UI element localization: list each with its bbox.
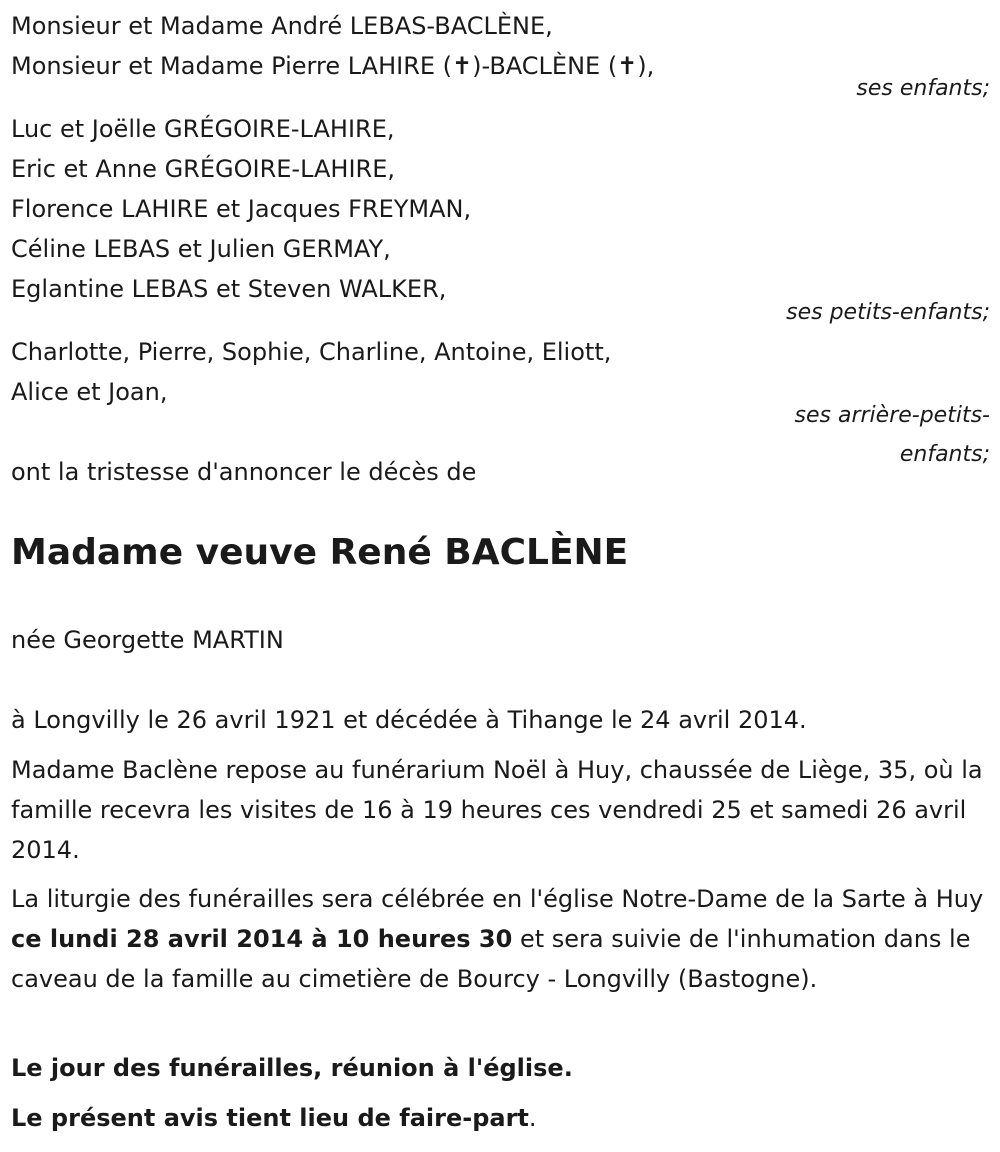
liturgy-date: ce lundi 28 avril 2014 à 10 heures 30 [11, 925, 513, 953]
great-grandchildren-role-1: ses arrière-petits- [794, 403, 990, 428]
deceased-name: Madame veuve René BACLÈNE [11, 532, 629, 573]
great-grandchildren-line-2: Alice et Joan, [11, 378, 168, 406]
grandchildren-role: ses petits-enfants; [786, 300, 990, 325]
notice-end: . [528, 1104, 537, 1132]
grandchildren-line-5: Eglantine LEBAS et Steven WALKER, [11, 275, 447, 303]
viewing-text: Madame Baclène repose au funérarium Noël à Huy, chaussée de Liège, 35, où la famille recevra les visites de 16 à 19 heures ces vendredi 25 et samedi 26 avril 2014. [11, 756, 983, 864]
liturgy-text-2: et sera suivie de l'inhumation dans le caveau de la famille au cimetière de Bourcy - Longvilly (Bastogne). [11, 925, 971, 993]
announcement-text: ont la tristesse d'annoncer le décès de [11, 458, 477, 486]
liturgy-text-1: La liturgie des funérailles sera célébrée en l'église Notre-Dame de la Sarte à Huy [11, 885, 984, 913]
grandchildren-line-4: Céline LEBAS et Julien GERMAY, [11, 235, 391, 263]
birth-name: née Georgette MARTIN [11, 626, 284, 654]
birth-death-text: à Longvilly le 26 avril 1921 et décédée à Tihange le 24 avril 2014. [11, 706, 807, 734]
liturgy-paragraph [11, 879, 986, 999]
great-grandchildren-role-2: enfants; [899, 442, 990, 467]
grandchildren-line-1: Luc et Joëlle GRÉGOIRE-LAHIRE, [11, 115, 395, 143]
grandchildren-line-3: Florence LAHIRE et Jacques FREYMAN, [11, 195, 472, 223]
notice-paragraph [11, 1098, 986, 1138]
children-role: ses enfants; [856, 76, 990, 101]
children-line-1: Monsieur et Madame André LEBAS-BACLÈNE, [11, 12, 553, 40]
great-grandchildren-line-1: Charlotte, Pierre, Sophie, Charline, Antoine, Eliott, [11, 338, 612, 366]
meeting-text: Le jour des funérailles, réunion à l'église. [11, 1054, 573, 1082]
grandchildren-line-2: Eric et Anne GRÉGOIRE-LAHIRE, [11, 155, 395, 183]
notice-text: Le présent avis tient lieu de faire-part [11, 1104, 529, 1132]
children-line-2: Monsieur et Madame Pierre LAHIRE (✝)-BACLÈNE (✝), [11, 52, 655, 80]
